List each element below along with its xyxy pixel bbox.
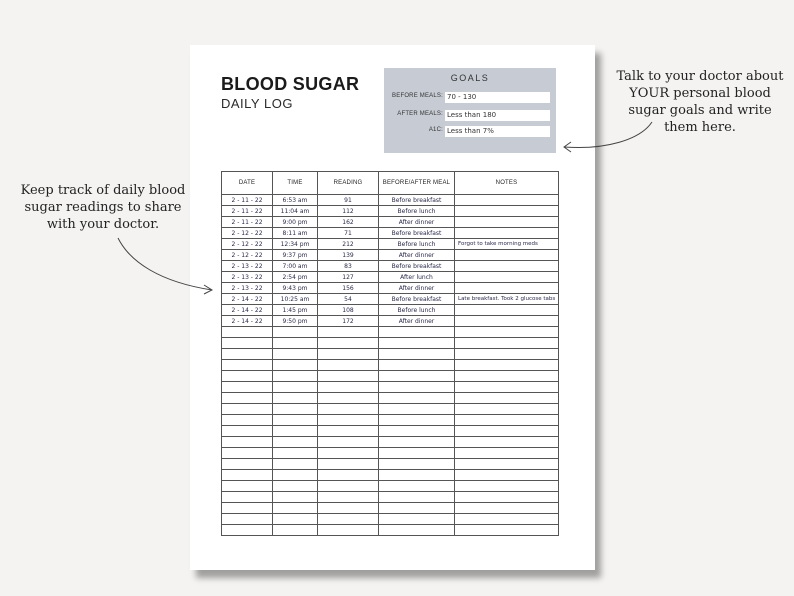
table-cell[interactable]: 2 - 12 - 22 [222,250,273,261]
table-cell[interactable]: 139 [318,250,379,261]
table-cell[interactable]: After lunch [379,272,455,283]
table-cell[interactable]: 127 [318,272,379,283]
goal-label: A1C: [428,127,443,133]
table-cell[interactable]: 2 - 12 - 22 [222,239,273,250]
table-cell[interactable]: 162 [318,217,379,228]
table-cell[interactable]: 2 - 13 - 22 [222,261,273,272]
table-cell[interactable]: Before lunch [379,239,455,250]
page-subtitle: DAILY LOG [221,96,293,111]
annotation-right: Talk to your doctor about YOUR personal blood sugar goals and write them here. [616,69,784,135]
arrow-to-goals-icon [564,122,652,152]
table-cell[interactable]: After dinner [379,316,455,327]
table-cell[interactable]: 8:11 am [273,228,318,239]
column-header-date: DATE [222,172,273,195]
table-cell[interactable]: 9:37 pm [273,250,318,261]
goal-value-field[interactable]: Less than 180 [445,110,550,121]
column-header-time: TIME [273,172,318,195]
page-title: BLOOD SUGAR [221,74,360,94]
table-cell[interactable]: Forgot to take morning meds [455,239,559,250]
table-cell[interactable]: 10:25 am [273,294,318,305]
table-cell[interactable]: After dinner [379,217,455,228]
table-cell[interactable]: 9:43 pm [273,283,318,294]
table-cell[interactable]: Before lunch [379,206,455,217]
goal-value-field[interactable]: 70 - 130 [445,92,550,103]
table-cell[interactable]: Before breakfast [379,228,455,239]
table-cell[interactable]: Late breakfast. Took 2 glucose tabs [455,294,559,305]
annotation-left: Keep track of daily blood sugar readings to share with your doctor. [20,183,186,232]
goals-title: GOALS [450,73,490,83]
goal-value-field[interactable]: Less than 7% [445,126,550,137]
table-cell[interactable]: 83 [318,261,379,272]
table-cell[interactable]: 2 - 14 - 22 [222,305,273,316]
table-cell[interactable]: 91 [318,195,379,206]
table-cell[interactable]: After dinner [379,283,455,294]
table-cell[interactable]: 156 [318,283,379,294]
table-cell[interactable]: 2 - 11 - 22 [222,195,273,206]
goal-label: BEFORE MEALS: [392,93,443,99]
column-header-notes: NOTES [455,172,559,195]
table-cell[interactable]: 12:34 pm [273,239,318,250]
table-cell[interactable]: Before breakfast [379,261,455,272]
table-cell[interactable]: 2 - 14 - 22 [222,316,273,327]
goal-label: AFTER MEALS: [397,111,443,117]
table-cell[interactable]: 9:50 pm [273,316,318,327]
table-cell[interactable]: 2 - 11 - 22 [222,217,273,228]
table-cell[interactable]: Before breakfast [379,195,455,206]
table-cell[interactable]: Before lunch [379,305,455,316]
column-header-reading: READING [318,172,379,195]
table-cell[interactable]: 2 - 13 - 22 [222,283,273,294]
table-cell[interactable]: 172 [318,316,379,327]
table-cell[interactable]: 2:54 pm [273,272,318,283]
table-cell[interactable]: 2 - 11 - 22 [222,206,273,217]
table-cell[interactable]: 1:45 pm [273,305,318,316]
table-cell[interactable]: Before breakfast [379,294,455,305]
column-header-meal: BEFORE/AFTER MEAL [379,172,455,195]
table-cell[interactable]: 2 - 14 - 22 [222,294,273,305]
table-cell[interactable]: After dinner [379,250,455,261]
table-cell[interactable]: 7:00 am [273,261,318,272]
table-cell[interactable]: 71 [318,228,379,239]
table-cell[interactable]: 212 [318,239,379,250]
table-cell[interactable]: 112 [318,206,379,217]
table-cell[interactable]: 11:04 am [273,206,318,217]
table-cell[interactable]: 6:53 am [273,195,318,206]
table-cell[interactable]: 108 [318,305,379,316]
table-cell[interactable]: 54 [318,294,379,305]
table-cell[interactable]: 9:00 pm [273,217,318,228]
table-cell[interactable]: 2 - 13 - 22 [222,272,273,283]
table-cell[interactable]: 2 - 12 - 22 [222,228,273,239]
arrow-to-table-icon [118,238,212,294]
